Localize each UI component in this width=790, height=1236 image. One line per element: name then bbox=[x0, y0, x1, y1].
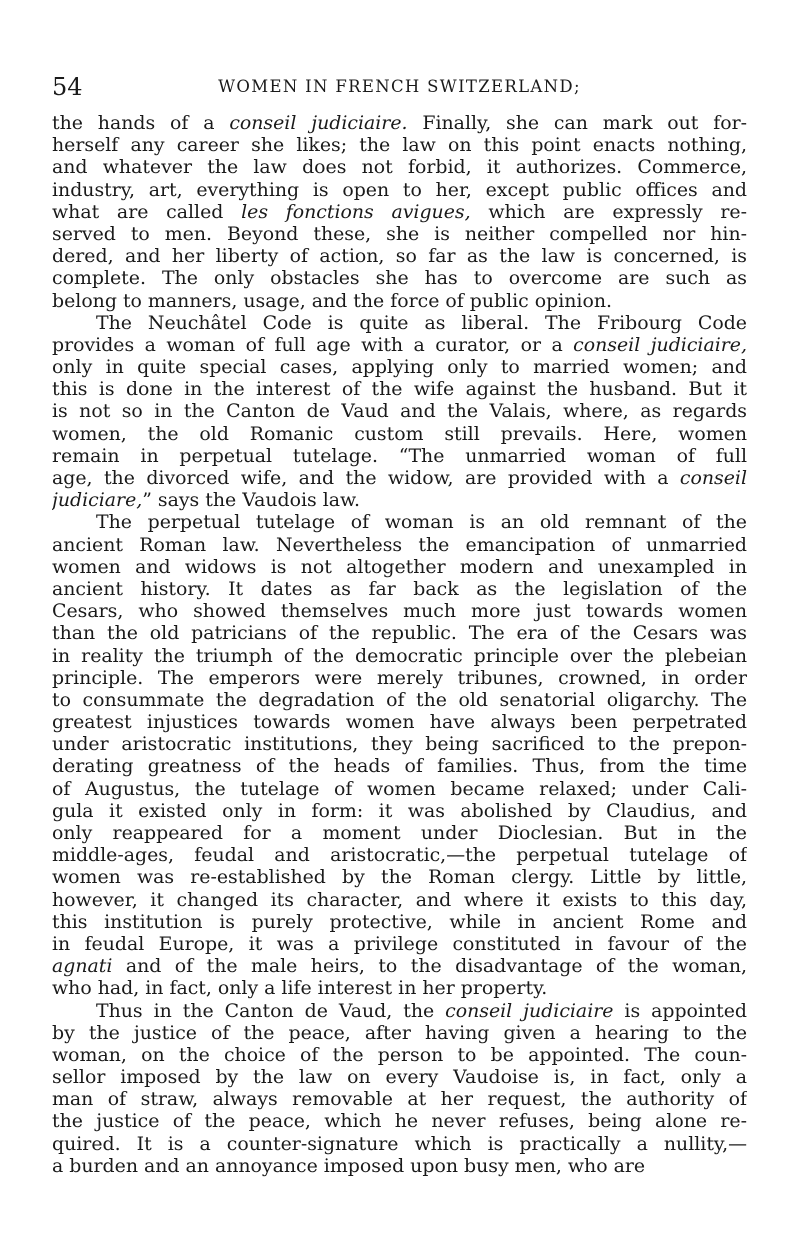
text-run: man of straw, always removable at her request, the authority of bbox=[52, 1088, 747, 1111]
text-run: this is done in the interest of the wife against the husband. But it bbox=[52, 378, 747, 401]
text-run: only reappeared for a moment under Dioclesian. But in the bbox=[52, 822, 747, 844]
text-run: of Augustus, the tutelage of women became relaxed; under Cali- bbox=[52, 777, 747, 800]
text-run: under aristocratic institutions, they being sacrificed to the prepon- bbox=[52, 733, 747, 756]
text-run: is not so in the Canton de Vaud and the Valais, where, as regards bbox=[52, 400, 747, 423]
text-line bbox=[52, 378, 747, 400]
text-line bbox=[52, 667, 747, 689]
text-line bbox=[52, 489, 747, 511]
text-line bbox=[52, 800, 747, 822]
text-run: derating greatness of the heads of families. Thus, from the time bbox=[52, 755, 747, 778]
italic-text: conseil judiciaire, bbox=[573, 333, 747, 356]
text-line bbox=[52, 733, 747, 755]
text-run: age, the divorced wife, and the widow, are provided with a bbox=[52, 467, 680, 489]
text-run: greatest injustices towards women have always been perpetrated bbox=[52, 711, 747, 734]
text-line bbox=[52, 866, 747, 888]
text-line bbox=[52, 267, 747, 289]
text-run: complete. The only obstacles she has to overcome are such as bbox=[52, 267, 747, 290]
text-run: woman, on the choice of the person to be appointed. The coun- bbox=[52, 1043, 747, 1066]
text-run: the justice of the peace, which he never refuses, being alone re- bbox=[52, 1110, 747, 1133]
paragraph bbox=[52, 112, 747, 312]
paragraph bbox=[52, 312, 747, 512]
page-header bbox=[52, 72, 747, 102]
text-run: in feudal Europe, it was a privilege constituted in favour of the bbox=[52, 932, 747, 955]
text-line bbox=[52, 911, 747, 933]
text-line bbox=[52, 578, 747, 600]
text-line bbox=[52, 1155, 747, 1177]
body-text bbox=[52, 112, 747, 1177]
text-run: dered, and her liberty of action, so far as the law is concerned, is bbox=[52, 245, 747, 268]
text-run: middle-ages, feudal and aristocratic,—the perpetual tutelage of bbox=[52, 844, 747, 867]
text-run: Finally, she can mark out for- bbox=[407, 112, 747, 134]
text-run: ” says the Vaudois law. bbox=[142, 489, 360, 512]
text-run: The perpetual tutelage of woman is an old remnant of the bbox=[96, 511, 747, 534]
text-line bbox=[52, 556, 747, 578]
text-run: women and widows is not altogether modern and unexampled in bbox=[52, 555, 747, 578]
text-line bbox=[52, 755, 747, 777]
italic-text: conseil bbox=[679, 467, 747, 489]
text-line bbox=[52, 423, 747, 445]
text-line bbox=[52, 445, 747, 467]
text-line bbox=[52, 223, 747, 245]
text-line bbox=[52, 334, 747, 356]
text-run: however, it changed its character, and where it exists to this day, bbox=[52, 888, 747, 911]
text-run: to consummate the degradation of the old senatorial oligarchy. The bbox=[52, 688, 747, 711]
text-run: in reality the triumph of the democratic principle over the plebeian bbox=[52, 644, 747, 667]
italic-text: judiciare, bbox=[52, 489, 143, 512]
text-line bbox=[52, 356, 747, 378]
italic-text: agnati bbox=[52, 955, 113, 978]
text-run: quired. It is a counter-signature which is practically a nullity,— bbox=[52, 1132, 747, 1155]
italic-text: conseil judiciaire bbox=[445, 999, 614, 1022]
text-line bbox=[52, 600, 747, 622]
text-line bbox=[52, 290, 747, 312]
text-run: herself any career she likes; the law on this point enacts nothing, bbox=[52, 134, 747, 157]
text-line bbox=[52, 1066, 747, 1088]
text-line bbox=[52, 534, 747, 556]
text-run: and whatever the law does not forbid, it authorizes. Commerce, bbox=[52, 156, 747, 179]
text-run: by the justice of the peace, after having given a hearing to the bbox=[52, 1021, 747, 1044]
text-line bbox=[52, 134, 747, 156]
paragraph bbox=[52, 511, 747, 999]
paragraph bbox=[52, 1000, 747, 1178]
text-run: provides a woman of full age with a curator, or a bbox=[52, 333, 574, 356]
text-line bbox=[52, 245, 747, 267]
text-run: remain in perpetual tutelage. “The unmarried woman of full bbox=[52, 444, 747, 467]
text-run: served to men. Beyond these, she is neither compelled nor hin- bbox=[52, 222, 747, 245]
text-line bbox=[52, 112, 747, 134]
text-line bbox=[52, 955, 747, 977]
text-run: this institution is purely protective, while in ancient Rome and bbox=[52, 910, 747, 933]
text-run: sellor imposed by the law on every Vaudoise is, in fact, only a bbox=[52, 1066, 747, 1089]
text-line bbox=[52, 1022, 747, 1044]
page-number: 54 bbox=[52, 73, 83, 101]
text-run: the hands of a bbox=[52, 112, 230, 134]
text-line bbox=[52, 711, 747, 733]
text-run: Cesars, who showed themselves much more just towards women bbox=[52, 600, 747, 623]
text-run: who had, in fact, only a life interest in her property. bbox=[52, 977, 548, 1000]
text-line bbox=[52, 312, 747, 334]
text-run: ancient history. It dates as far back as the legislation of the bbox=[52, 577, 747, 600]
text-run: belong to manners, usage, and the force of public opinion. bbox=[52, 289, 613, 312]
text-line bbox=[52, 511, 747, 533]
text-line bbox=[52, 1133, 747, 1155]
text-line bbox=[52, 977, 747, 999]
text-line bbox=[52, 778, 747, 800]
text-run: than the old patricians of the republic. The era of the Cesars was bbox=[52, 622, 747, 645]
text-line bbox=[52, 179, 747, 201]
text-run: what are called bbox=[52, 200, 242, 223]
text-line bbox=[52, 933, 747, 955]
text-run: women, the old Romanic custom still prevails. Here, women bbox=[52, 422, 747, 445]
text-run: ancient Roman law. Nevertheless the emancipation of unmarried bbox=[52, 533, 747, 556]
text-line bbox=[52, 645, 747, 667]
text-line bbox=[52, 844, 747, 866]
text-run: principle. The emperors were merely tribunes, crowned, in order bbox=[52, 666, 747, 689]
text-run: gula it existed only in form: it was abolished by Claudius, and bbox=[52, 799, 747, 822]
text-run: and of the male heirs, to the disadvantage of the woman, bbox=[112, 955, 747, 978]
italic-text: les fonctions avigues, bbox=[241, 200, 471, 223]
text-line bbox=[52, 400, 747, 422]
running-title: WOMEN IN FRENCH SWITZERLAND; bbox=[218, 77, 581, 96]
text-line bbox=[52, 822, 747, 844]
text-run: women was re-established by the Roman clergy. Little by little, bbox=[52, 866, 747, 889]
text-line bbox=[52, 201, 747, 223]
text-line bbox=[52, 1044, 747, 1066]
text-line bbox=[52, 689, 747, 711]
text-run: which are expressly re- bbox=[470, 200, 747, 223]
text-run: industry, art, everything is open to her, except public offices and bbox=[52, 178, 747, 201]
text-line bbox=[52, 622, 747, 644]
text-run: only in quite special cases, applying only to married women; and bbox=[52, 356, 747, 379]
text-line bbox=[52, 1088, 747, 1110]
text-line bbox=[52, 889, 747, 911]
text-run: The Neuchâtel Code is quite as liberal. The Fribourg Code bbox=[96, 311, 747, 334]
text-line bbox=[52, 156, 747, 178]
italic-text: conseil judiciaire. bbox=[229, 112, 408, 134]
text-run: a burden and an annoyance imposed upon busy men, who are bbox=[52, 1154, 646, 1177]
text-line bbox=[52, 1000, 747, 1022]
text-line bbox=[52, 467, 747, 489]
text-run: is appointed bbox=[613, 999, 747, 1022]
text-line bbox=[52, 1110, 747, 1132]
text-run: Thus in the Canton de Vaud, the bbox=[96, 999, 446, 1022]
